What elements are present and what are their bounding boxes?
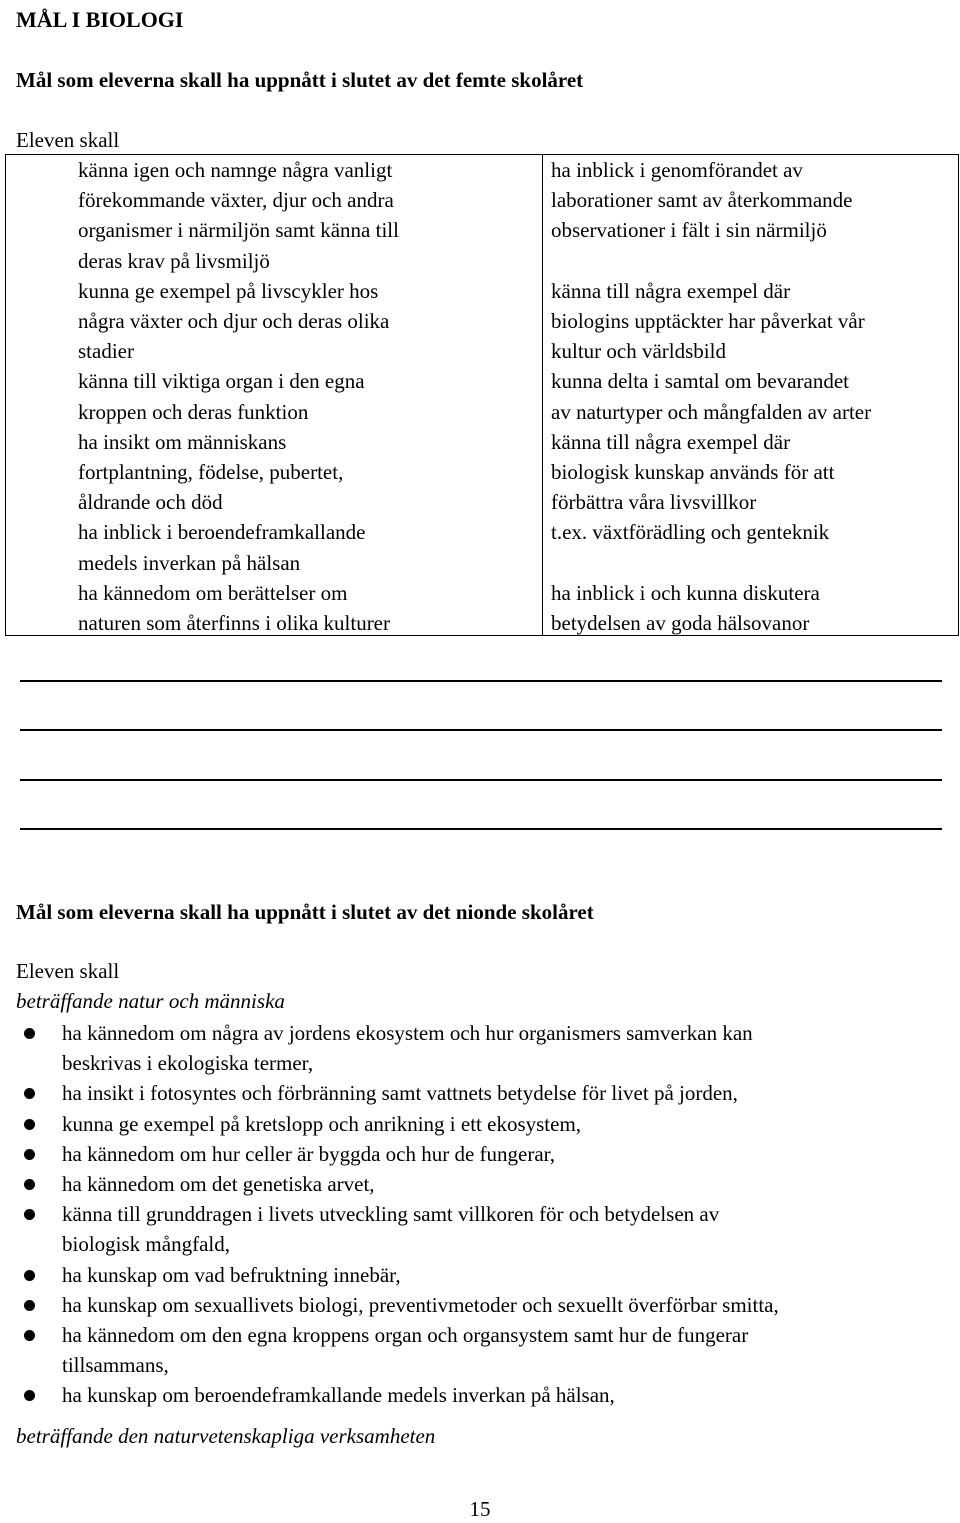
goal-line: åldrande och död (78, 490, 223, 515)
goal-line: kultur och världsbild (551, 339, 726, 364)
goal-line: ha inblick i genomförandet av (551, 158, 803, 182)
page-title: MÅL I BIOLOGI (16, 7, 184, 32)
list-item (20, 1169, 940, 1199)
goal-line: kunna delta i samtal om bevarandet (551, 369, 849, 394)
list-item (20, 1380, 940, 1410)
list-item (20, 1290, 940, 1320)
bullet-icon (24, 1330, 35, 1341)
grade9-heading: Mål som eleverna skall ha uppnått i slutet av det nionde skolåret (16, 900, 594, 924)
bullet-icon (24, 1179, 35, 1190)
bullet-icon (24, 1300, 35, 1311)
answer-line (20, 680, 942, 682)
list-item-text: ha kunskap om sexuallivets biologi, preventivmetoder och sexuellt överförbar smitta, (62, 1292, 779, 1317)
goal-line: naturen som återfinns i olika kulturer (78, 611, 390, 636)
goal-line: ha inblick i och kunna diskutera (551, 580, 820, 605)
goal-line: biologins upptäckter har påverkat vår (551, 309, 865, 333)
goal-item (78, 276, 399, 367)
list-item-text: beskrivas i ekologiska termer, (62, 1051, 314, 1076)
list-item (20, 1260, 940, 1290)
goal-item (78, 155, 399, 276)
goal-line: förekommande växter, djur och andra (78, 188, 394, 213)
list-item (20, 1078, 940, 1108)
goals-right-column (551, 155, 871, 638)
list-item-text: kunna ge exempel på kretslopp och anrikning i ett ekosystem, (62, 1111, 582, 1136)
grade5-heading: Mål som eleverna skall ha uppnått i slutet av det femte skolåret (16, 68, 584, 92)
bullet-icon (24, 1209, 35, 1220)
list-item-text: ha kunskap om vad befruktning innebär, (62, 1262, 401, 1287)
goal-line: känna till några exempel där (551, 278, 791, 303)
goal-line: deras krav på livsmiljö (78, 248, 270, 273)
grade5-goals-table (5, 154, 959, 636)
list-item (20, 1320, 940, 1380)
bullet-icon (24, 1270, 35, 1281)
goal-line: betydelsen av goda hälsovanor (551, 611, 810, 636)
goal-line: kunna ge exempel på livscykler hos (78, 278, 379, 303)
paragraph-gap (551, 548, 871, 578)
goal-item (78, 517, 399, 577)
goal-line: ha insikt om människans (78, 429, 287, 454)
goal-item (551, 155, 871, 246)
goal-line: t.ex. växtförädling och genteknik (551, 520, 830, 545)
grade9-intro: Eleven skall (16, 959, 120, 983)
list-item (20, 1018, 940, 1078)
goal-line: några växter och djur och deras olika (78, 309, 390, 334)
goal-line: observationer i fält i sin närmiljö (551, 218, 827, 243)
goal-line: biologisk kunskap används för att (551, 460, 835, 485)
goal-line: stadier (78, 339, 134, 364)
context-heading-nature: beträffande natur och människa (16, 989, 285, 1013)
list-item-text: ha kännedom om det genetiska arvet, (62, 1172, 375, 1197)
answer-line (20, 828, 942, 830)
list-item-text: ha kännedom om några av jordens ekosystem och hur organismers samverkan kan (62, 1021, 753, 1045)
goal-item (78, 366, 399, 426)
grade9-goals-list (20, 1018, 940, 1411)
list-item (20, 1109, 940, 1139)
answer-line (20, 779, 942, 781)
goal-line: organismer i närmiljön samt känna till (78, 218, 399, 243)
goal-item (551, 517, 871, 547)
bullet-icon (24, 1149, 35, 1160)
bullet-icon (24, 1119, 35, 1130)
goal-item (551, 427, 871, 518)
list-item (20, 1199, 940, 1259)
paragraph-gap (551, 246, 871, 276)
context-heading-science: beträffande den naturvetenskapliga verksamheten (16, 1424, 436, 1448)
goal-line: ha kännedom om berättelser om (78, 580, 348, 605)
list-item-text: tillsammans, (62, 1353, 169, 1378)
list-item-text: biologisk mångfald, (62, 1232, 230, 1257)
goal-item (78, 578, 399, 638)
goal-line: kroppen och deras funktion (78, 399, 309, 424)
goal-line: medels inverkan på hälsan (78, 550, 301, 575)
goal-item (78, 427, 399, 518)
bullet-icon (24, 1088, 35, 1099)
goal-line: känna till viktiga organ i den egna (78, 369, 365, 394)
goal-item (551, 578, 871, 638)
goal-line: känna igen och namnge några vanligt (78, 158, 393, 182)
list-item-text: ha kunskap om beroendeframkallande medels inverkan på hälsan, (62, 1383, 615, 1408)
list-item-text: ha kännedom om den egna kroppens organ och organsystem samt hur de fungerar (62, 1323, 749, 1348)
grade5-intro: Eleven skall (16, 128, 120, 152)
list-item-text: ha kännedom om hur celler är byggda och hur de fungerar, (62, 1141, 556, 1166)
page-number: 15 (469, 1497, 491, 1521)
goals-left-column (78, 155, 399, 638)
list-item (20, 1139, 940, 1169)
list-item-text: ha insikt i fotosyntes och förbränning samt vattnets betydelse för livet på jorden, (62, 1081, 738, 1106)
bullet-icon (24, 1390, 35, 1401)
answer-line (20, 729, 942, 731)
goal-line: ha inblick i beroendeframkallande (78, 520, 366, 545)
goal-line: känna till några exempel där (551, 429, 791, 454)
goal-item (551, 276, 871, 367)
bullet-icon (24, 1028, 35, 1039)
goal-line: laborationer samt av återkommande (551, 188, 853, 213)
list-item-text: känna till grunddragen i livets utveckling samt villkoren för och betydelsen av (62, 1202, 720, 1227)
table-column-divider (542, 155, 543, 635)
goal-line: av naturtyper och mångfalden av arter (551, 399, 872, 424)
goal-line: fortplantning, födelse, pubertet, (78, 460, 344, 485)
goal-line: förbättra våra livsvillkor (551, 490, 757, 515)
goal-item (551, 366, 871, 426)
